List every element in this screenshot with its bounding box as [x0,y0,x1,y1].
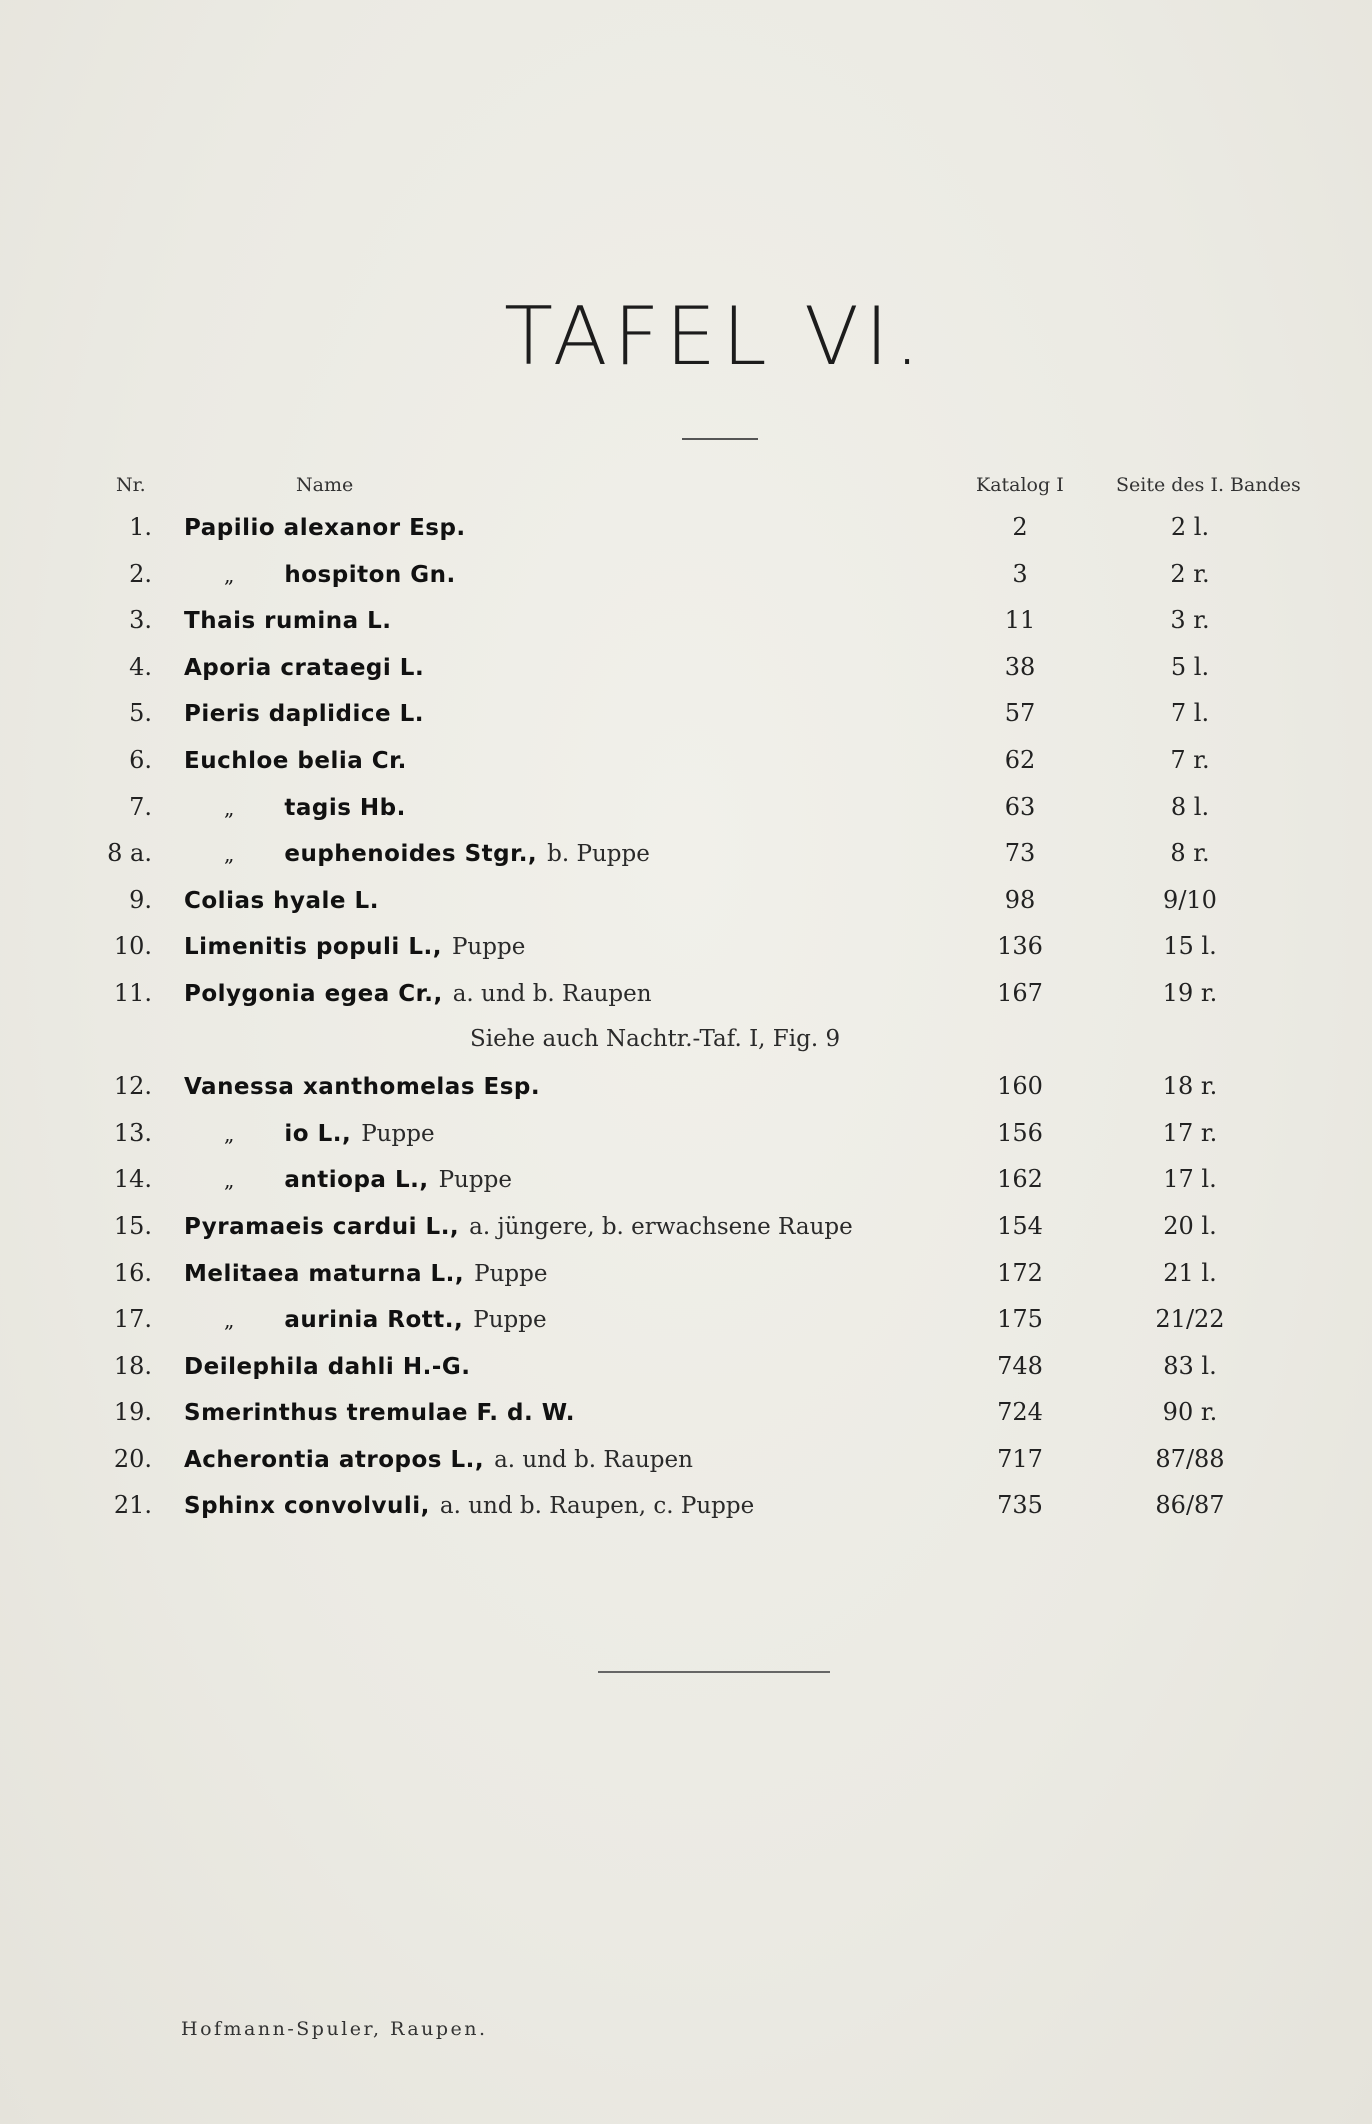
row-number: 20. [113,1444,152,1473]
stage-note: a. und b. Raupen [494,1446,693,1473]
page-reference: 87/88 [1155,1444,1225,1473]
table-row [0,785,1372,832]
table-row [0,505,1372,552]
column-header-nr: Nr. [116,474,146,496]
species-name: tagis Hb. [284,794,406,821]
katalog-number: 136 [997,932,1043,961]
ditto-mark: „ [224,1121,235,1146]
species-cell [184,653,424,681]
species-name: Polygonia egea Cr., [184,980,443,1007]
species-name: Limenitis populi L., [184,934,442,961]
species-name: Sphinx convolvuli, [184,1493,430,1520]
species-name: Colias hyale L. [184,887,379,914]
page-reference: 3 r. [1170,606,1210,635]
species-name: Aporia crataegi L. [184,654,425,681]
katalog-number: 38 [1004,652,1036,681]
bottom-divider [598,1671,830,1673]
page-reference: 19 r. [1162,978,1218,1007]
species-cell [184,886,379,914]
katalog-number: 175 [997,1305,1043,1334]
katalog-number: 172 [997,1258,1043,1287]
species-name: antiopa L., [284,1167,429,1194]
column-header-seite: Seite des I. Bandes [1116,474,1301,496]
row-number: 9. [129,885,152,914]
page-reference: 8 l. [1170,792,1210,821]
row-number: 6. [129,745,152,774]
table-row [0,552,1372,599]
column-header-name: Name [296,474,354,496]
row-number: 2. [129,559,152,588]
species-cell [184,1398,575,1426]
row-number: 21. [113,1491,152,1520]
page-title: TAFEL VI. [504,290,926,383]
katalog-number: 73 [1004,839,1036,868]
species-name: io L., [284,1120,352,1147]
species-name: Pieris daplidice L. [184,701,424,728]
species-cell [184,1305,547,1333]
species-cell [184,746,407,774]
katalog-number: 63 [1004,792,1036,821]
row-number: 13. [113,1118,152,1147]
species-cell [184,1352,470,1380]
page-reference: 8 r. [1170,839,1210,868]
row-number: 17. [113,1305,152,1334]
stage-note: Puppe [361,1120,435,1147]
table-row [0,1251,1372,1298]
species-cell [184,839,650,867]
ditto-mark: „ [224,1168,235,1193]
katalog-number: 57 [1004,699,1036,728]
species-name: Pyramaeis cardui L., [184,1213,460,1240]
katalog-number: 2 [1012,513,1028,541]
row-number: 15. [113,1211,152,1240]
table-row [0,1437,1372,1484]
species-name: Papilio alexanor Esp. [184,515,466,541]
species-cell [184,1445,693,1473]
row-number: 11. [113,978,152,1007]
table-row-note [0,1018,1372,1065]
table-row [0,1111,1372,1158]
ditto-mark: „ [224,795,235,820]
stage-note: Puppe [473,1307,547,1334]
species-name: Deilephila dahli H.-G. [184,1353,471,1380]
stage-note: a. jüngere, b. erwachsene Raupe [469,1213,853,1240]
table-row [0,878,1372,925]
plate-index-table [0,505,1372,1530]
page-reference: 18 r. [1162,1072,1218,1101]
table-row [0,691,1372,738]
row-number: 10. [113,932,152,961]
footer-credit: Hofmann-Spuler, Raupen. [181,2018,488,2040]
species-cell [184,1165,512,1193]
katalog-number: 748 [997,1351,1043,1380]
row-number: 5. [129,699,152,728]
species-name: Thais rumina L. [184,608,392,635]
stage-note: a. und b. Raupen, c. Puppe [439,1493,755,1520]
katalog-number: 3 [1012,559,1028,588]
katalog-number: 62 [1004,745,1036,774]
species-cell [184,699,424,727]
species-cell [184,1119,435,1147]
ditto-mark: „ [224,562,235,587]
table-row [0,598,1372,645]
species-cell [184,513,466,541]
page-reference: 9/10 [1163,885,1217,914]
table-row [0,738,1372,785]
row-number: 3. [129,606,152,635]
table-row [0,1064,1372,1111]
page-reference: 20 l. [1163,1211,1217,1240]
table-row [0,645,1372,692]
table-row [0,971,1372,1018]
row-number: 12. [113,1072,152,1101]
column-header-katalog: Katalog I [976,474,1064,496]
page-reference: 2 l. [1170,513,1210,541]
katalog-number: 11 [1004,606,1036,635]
title-divider [682,438,758,440]
table-row [0,1204,1372,1251]
species-name: euphenoides Stgr., [284,841,538,868]
page-reference: 17 l. [1163,1165,1217,1194]
page-reference: 17 r. [1162,1118,1218,1147]
page-reference: 7 r. [1170,745,1210,774]
table-row [0,1390,1372,1437]
katalog-number: 98 [1004,885,1036,914]
page-reference: 86/87 [1155,1491,1225,1520]
table-row [0,1297,1372,1344]
page-reference: 7 l. [1170,699,1210,728]
species-cell [184,793,406,821]
ditto-mark: „ [224,1308,235,1333]
stage-note: Puppe [438,1167,512,1194]
page-reference: 21/22 [1155,1305,1225,1334]
page-reference: 21 l. [1163,1258,1217,1287]
species-cell [184,1212,853,1240]
species-cell [184,1259,548,1287]
species-name: Smerinthus tremulae F. d. W. [184,1400,575,1427]
table-row [0,831,1372,878]
stage-note: a. und b. Raupen [452,980,652,1007]
table-row [0,1344,1372,1391]
row-number: 4. [129,652,152,681]
species-cell [184,932,525,960]
page-reference: 83 l. [1163,1351,1217,1380]
species-cell [184,1072,540,1100]
katalog-number: 156 [997,1118,1043,1147]
row-number: 8 a. [107,839,152,868]
table-row [0,1483,1372,1530]
page-reference: 90 r. [1162,1398,1218,1427]
species-name: Acherontia atropos L., [184,1446,485,1473]
species-cell [184,979,652,1007]
row-number: 7. [129,792,152,821]
table-row [0,924,1372,971]
katalog-number: 154 [997,1211,1043,1240]
species-cell [184,560,456,588]
katalog-number: 162 [997,1165,1043,1194]
stage-note: Puppe [451,934,526,961]
species-name: Euchloe belia Cr. [184,747,407,774]
katalog-number: 167 [997,978,1043,1007]
table-header [0,474,1372,500]
ditto-mark: „ [224,842,235,867]
species-cell [184,1491,754,1519]
stage-note: Puppe [474,1260,548,1287]
stage-note: b. Puppe [547,841,650,868]
cross-reference-note: Siehe auch Nachtr.-Taf. I, Fig. 9 [470,1025,841,1052]
table-row [0,1157,1372,1204]
row-number: 14. [113,1165,152,1194]
katalog-number: 717 [997,1444,1043,1473]
species-name: Vanessa xanthomelas Esp. [184,1074,541,1101]
page-reference: 15 l. [1163,932,1217,961]
row-number: 19. [113,1398,152,1427]
katalog-number: 160 [997,1072,1043,1101]
species-name: hospiton Gn. [284,561,456,588]
katalog-number: 724 [997,1398,1043,1427]
species-name: aurinia Rott., [284,1307,464,1334]
row-number: 16. [113,1258,152,1287]
katalog-number: 735 [997,1491,1043,1520]
row-number: 18. [113,1351,152,1380]
page-reference: 2 r. [1170,559,1210,588]
species-cell [184,606,392,634]
page-reference: 5 l. [1170,652,1210,681]
row-number: 1. [129,513,152,541]
species-name: Melitaea maturna L., [184,1260,465,1287]
